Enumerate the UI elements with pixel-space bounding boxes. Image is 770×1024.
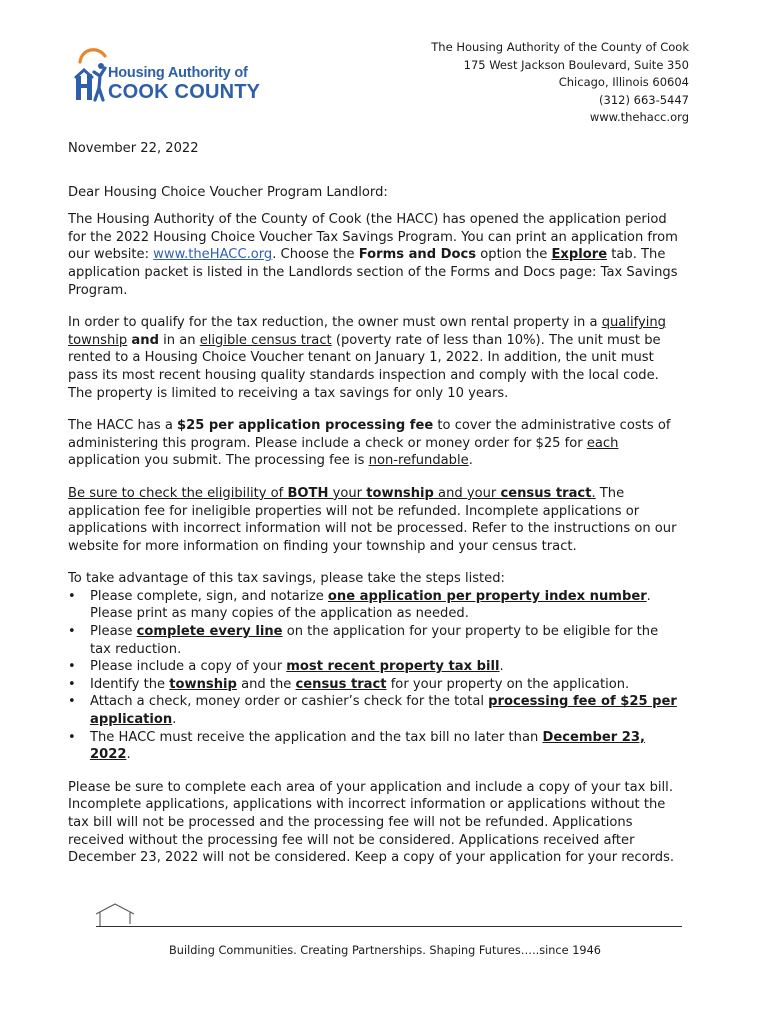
step2-emphasis: complete every line (136, 624, 283, 640)
p3-text-b: to cover the administrative costs of administering this program. Please include a check or money order for $25 for (68, 418, 671, 451)
list-item (68, 676, 680, 694)
step6-emphasis: December 23, 2022 (90, 729, 645, 763)
p1-text-d: tab. The application packet is listed in the Landlords section of the Forms and Docs page: Tax Savings Program. (68, 247, 678, 298)
each-emphasis: each (586, 435, 619, 451)
step4-emphasis-census: census tract (295, 676, 387, 692)
p1-text-a: The Housing Authority of the County of Cook (the HACC) has opened the application period for the 2022 Housing Choice Voucher Tax Savings Program. You can print an application from our website: (68, 212, 678, 263)
step3-text-b: . (499, 659, 504, 675)
township-emphasis: township (366, 485, 434, 501)
census-tract-emphasis: census tract (500, 485, 592, 501)
salutation: Dear Housing Choice Voucher Program Landlord: (68, 184, 388, 200)
address-org: The Housing Authority of the County of Cook (431, 40, 689, 54)
p2-text-b: in an (158, 332, 200, 348)
hacc-logo-icon (74, 44, 108, 106)
step4-emphasis-township: township (169, 676, 237, 692)
hacc-logo (74, 44, 289, 106)
step1-text-b: . Please print as many copies of the application as needed. (90, 588, 651, 622)
list-item (68, 623, 680, 658)
list-item (68, 729, 680, 764)
non-refundable-emphasis: non-refundable (368, 453, 469, 469)
steps-list (68, 588, 680, 764)
logo-name-line2: COOK COUNTY (108, 81, 261, 103)
paragraph-application-period (68, 211, 680, 299)
step4-text-c: for your property on the application. (386, 676, 630, 692)
footer-divider (96, 926, 682, 927)
footer-tagline: Building Communities. Creating Partnerships. Shaping Futures…..since 1946 (169, 944, 601, 957)
paragraph-eligibility (68, 485, 680, 555)
website-link[interactable]: www.theHACC.org (153, 247, 273, 263)
step5-text-a: Attach a check, money order or cashier’s check for the total (90, 694, 489, 710)
eligible-census-tract-term: eligible census tract (199, 332, 332, 348)
steps-intro: To take advantage of this tax savings, please take the steps listed: (68, 571, 505, 587)
p4-text-c: and your (433, 485, 501, 501)
explore-label: Explore (551, 247, 608, 263)
step5-emphasis: processing fee of $25 per application (90, 694, 677, 728)
p4-text-e: The application fee for ineligible properties will not be refunded. Incomplete applications or applications with incorrect information will not be processed. Refer to the instructions on our website for more information on finding your township and your census tract. (68, 485, 677, 554)
paragraph-closing: Please be sure to complete each area of your application and include a copy of your tax bill. Incomplete applications, applications with incorrect information or applications without the tax bill will not be processed and the processing fee will not be refunded. Applications received without the processing fee will not be considered. Applications received after December 23, 2022 will not be considered. Keep a copy of your application for your records. (68, 779, 675, 866)
p3-text-a: The HACC has a (68, 418, 178, 434)
list-item (68, 693, 680, 728)
qualifying-township-term: qualifying township (68, 315, 666, 348)
step5-text-b: . (172, 712, 177, 728)
step1-emphasis: one application per property index number (327, 588, 647, 604)
logo-name-line1: Housing Authority of (108, 65, 248, 81)
p1-text-b: . Choose the (272, 247, 359, 263)
step3-emphasis: most recent property tax bill (286, 659, 500, 675)
address-phone: (312) 663-5447 (599, 92, 689, 107)
step1-text-a: Please complete, sign, and notarize (90, 588, 328, 604)
address-street: 175 West Jackson Boulevard, Suite 350 (463, 57, 689, 72)
p3-text-d: . (468, 453, 473, 469)
p1-text-c: option the (476, 247, 552, 263)
address-website[interactable]: www.thehacc.org (589, 110, 689, 124)
step6-text-a: The HACC must receive the application and the tax bill no later than (90, 729, 543, 745)
p2-text-c: (poverty rate of less than 10%). The unit must be rented to a Housing Choice Voucher tenant on January 1, 2022. In addition, the unit must pass its most recent housing quality standards inspection and comply with the local code. The property is limited to receiving a tax savings for only 10 years. (68, 332, 661, 401)
step2-text-b: on the application for your property to be eligible for the tax reduction. (90, 624, 659, 657)
sender-address (431, 39, 689, 127)
and-emphasis: and (131, 332, 159, 348)
step2-text-a: Please (90, 624, 137, 640)
step3-text-a: Please include a copy of your (90, 659, 287, 675)
address-city: Chicago, Illinois 60604 (558, 75, 689, 89)
p2-text-a: In order to qualify for the tax reduction, the owner must own rental property in a (68, 315, 602, 331)
list-item (68, 658, 680, 676)
step6-text-b: . (126, 747, 131, 763)
house-outline-icon (94, 902, 136, 928)
p4-text-b: your (328, 485, 367, 501)
forms-docs-label: Forms and Docs (358, 247, 477, 263)
step4-text-b: and the (236, 676, 296, 692)
letter-date: November 22, 2022 (68, 141, 199, 156)
step4-text-a: Identify the (90, 676, 170, 692)
paragraph-processing-fee (68, 417, 680, 470)
fee-emphasis: $25 per application processing fee (177, 418, 434, 434)
paragraph-qualification (68, 314, 680, 402)
p3-text-c: application you submit. The processing fee is (68, 453, 369, 469)
letter-body (68, 140, 680, 867)
both-emphasis: BOTH (287, 485, 329, 501)
list-item (68, 588, 680, 623)
p4-text-a: Be sure to check the eligibility of (68, 485, 288, 501)
p4-text-d: . (591, 485, 596, 501)
